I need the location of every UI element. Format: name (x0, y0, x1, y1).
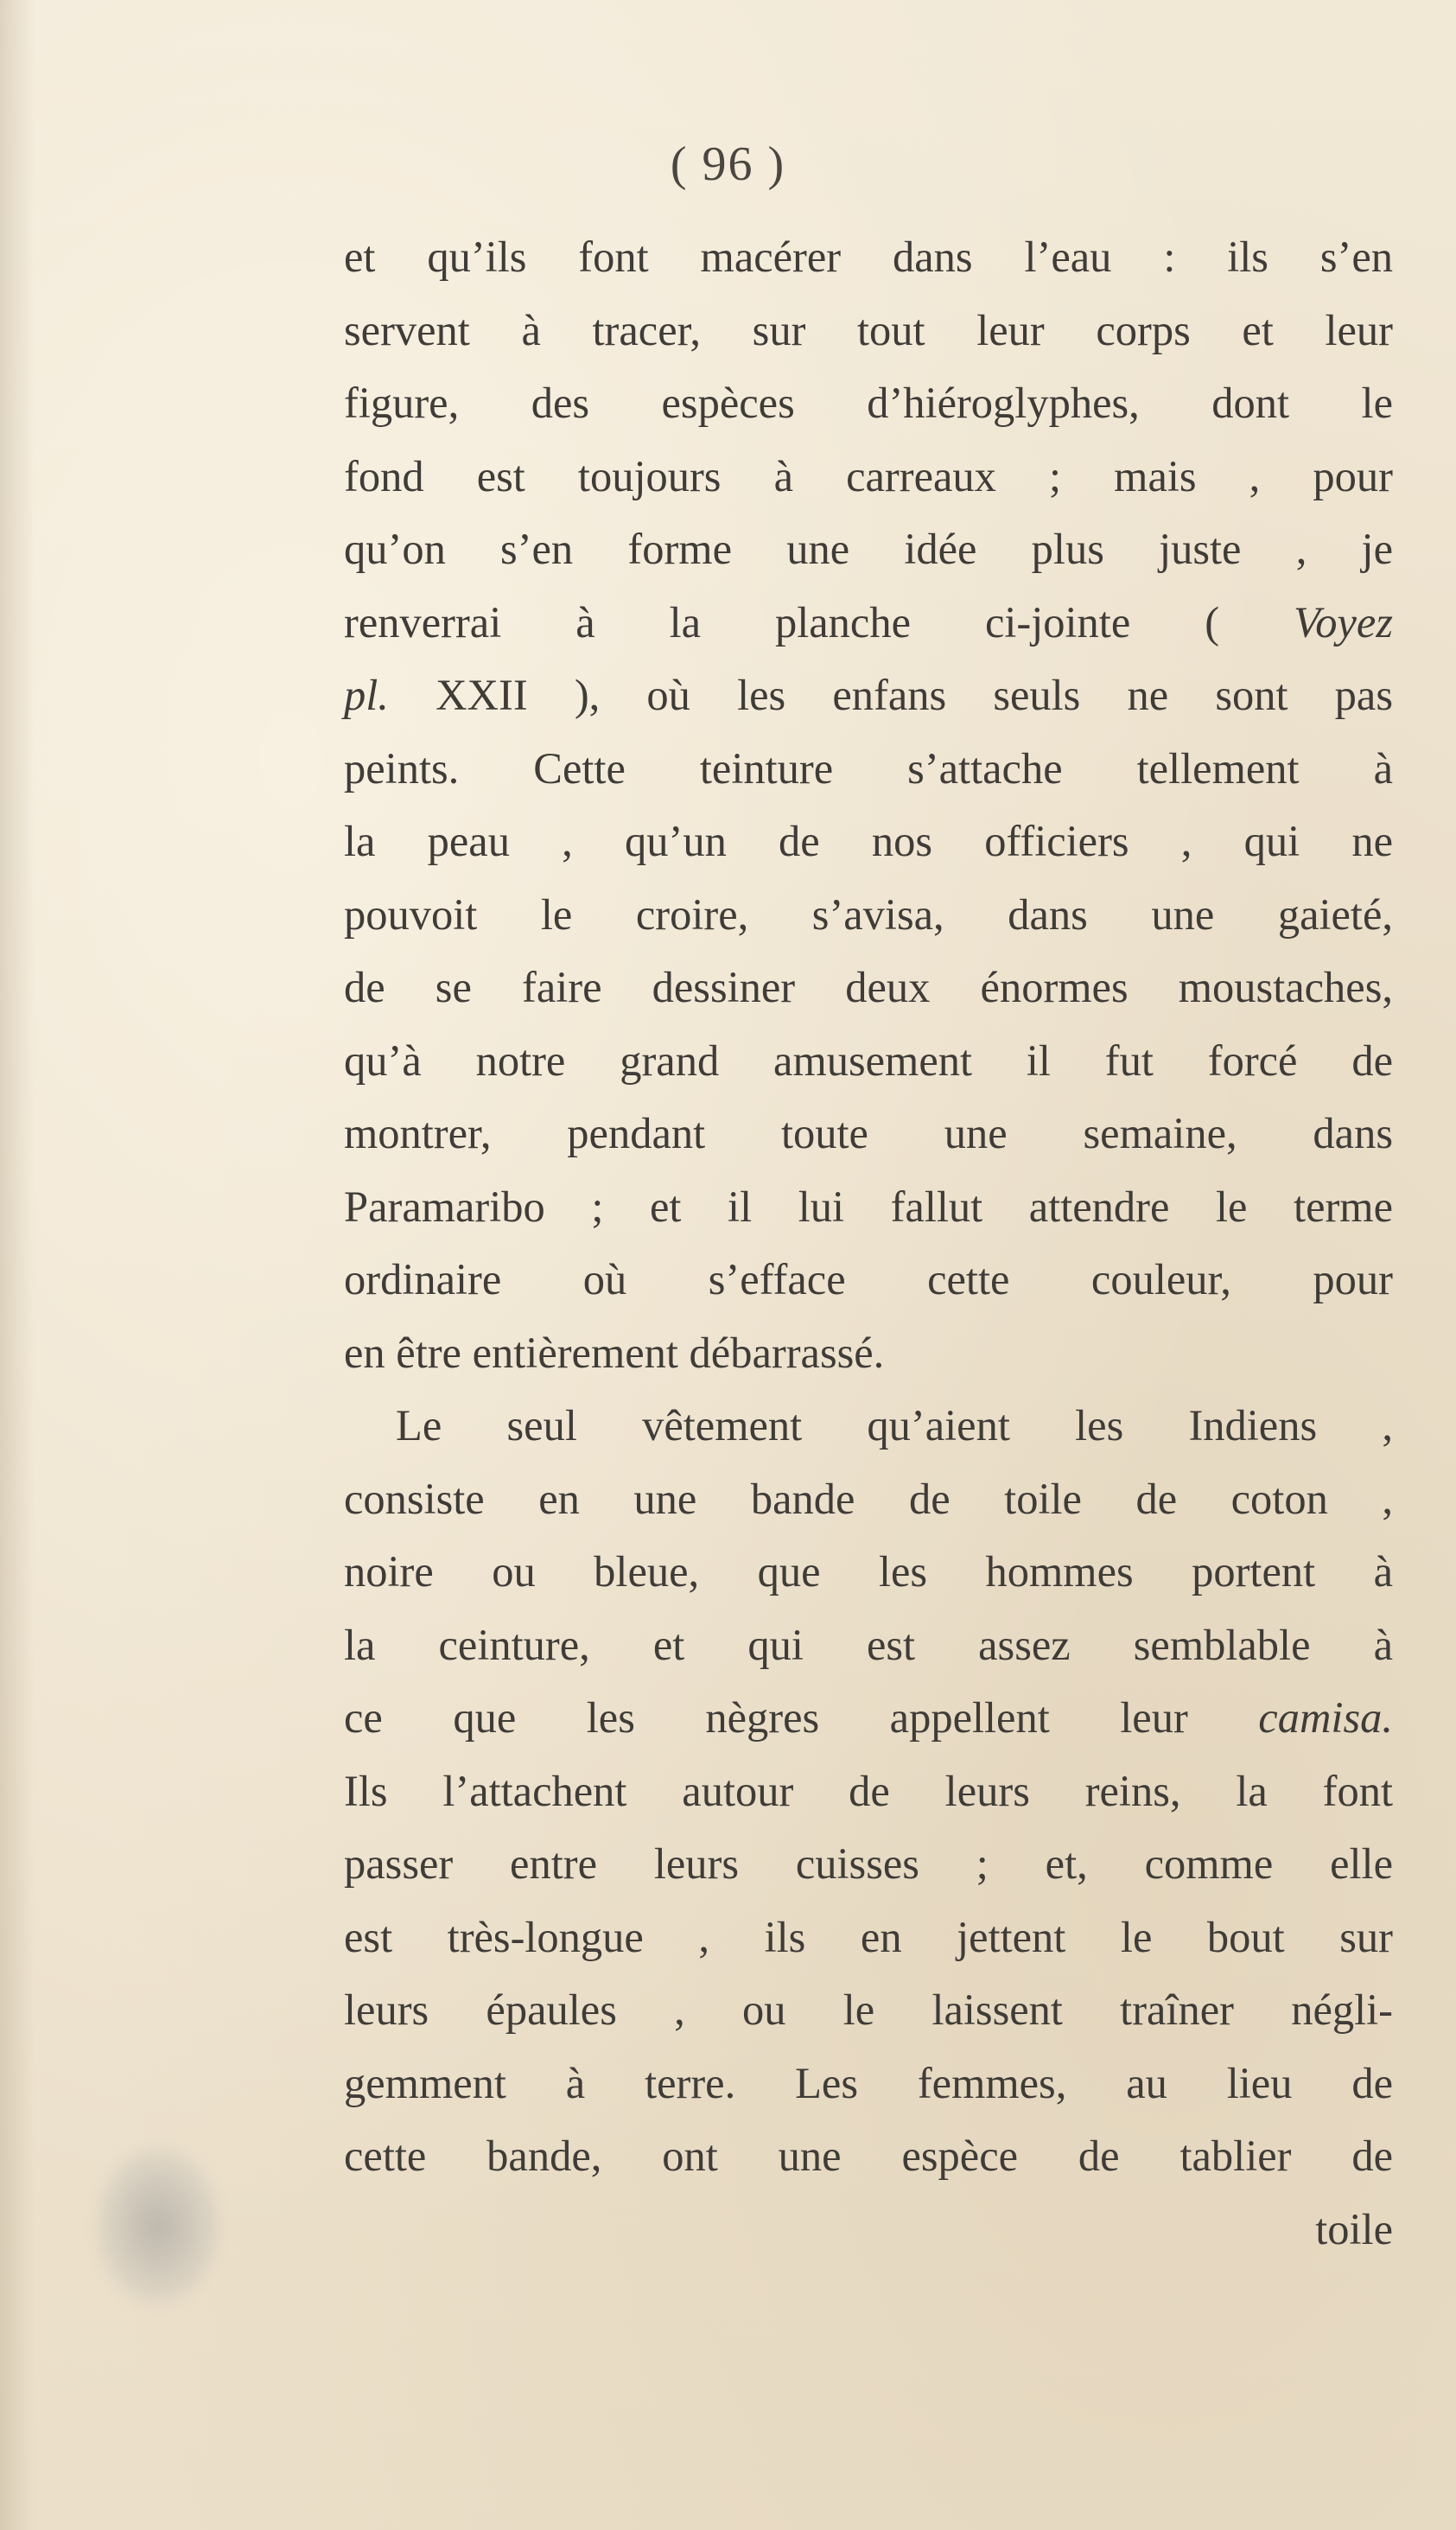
text-line (344, 659, 1393, 732)
text-line: ordinaire où s’efface cette couleur, pour (344, 1255, 1393, 1303)
text-line: servent à tracer, sur tout leur corps et leur (344, 305, 1393, 354)
italic-word: camisa. (1258, 1693, 1393, 1742)
text-line: et qu’ils font macérer dans l’eau : ils s’en (344, 233, 1393, 281)
text-line: figure, des espèces d’hiéroglyphes, dont le (344, 379, 1393, 427)
text-line: consiste en une bande de toile de coton , (344, 1474, 1393, 1523)
text-line: montrer, pendant toute une semaine, dans (344, 1109, 1393, 1157)
text-line: gemment à terre. Les femmes, au lieu de (344, 2058, 1393, 2107)
text-line: fond est toujours à carreaux ; mais , pour (344, 451, 1393, 500)
text-line: qu’on s’en forme une idée plus juste , je (344, 525, 1393, 573)
text-line: pouvoit le croire, s’avisa, dans une gaieté, (344, 889, 1393, 939)
text-line (344, 586, 1393, 660)
text-line: passer entre leurs cuisses ; et, comme elle (344, 1839, 1393, 1888)
text-line-part: renverrai à la planche ci-jointe ( (344, 597, 1294, 647)
text-line: Le seul vêtement qu’aient les Indiens , (396, 1401, 1393, 1450)
text-line: peints. Cette teinture s’attache tellement à (344, 743, 1393, 793)
text-line-part: ce que les nègres appellent leur (344, 1693, 1259, 1742)
paper-stain (93, 2144, 223, 2308)
text-line: noire ou bleue, que les hommes portent à (344, 1547, 1393, 1596)
text-line: leurs épaules , ou le laissent traîner négli- (344, 1985, 1393, 2034)
text-line: la peau , qu’un de nos officiers , qui ne (344, 817, 1393, 865)
text-line-part: XXII ), où les enfans seuls ne sont pas (388, 671, 1393, 719)
text-line: en être entièrement débarrassé. (344, 1328, 885, 1377)
text-line: Paramaribo ; et il lui fallut attendre le terme (344, 1182, 1393, 1231)
text-line: Ils l’attachent autour de leurs reins, la font (344, 1766, 1393, 1815)
text-line: de se faire dessiner deux énormes moustaches, (344, 963, 1393, 1011)
text-line: qu’à notre grand amusement il fut forcé de (344, 1036, 1393, 1085)
body-text (344, 220, 1393, 2266)
text-line: cette bande, ont une espèce de tablier de (344, 2132, 1393, 2180)
page-edge-shadow (0, 0, 35, 2530)
text-line: est très-longue , ils en jettent le bout sur (344, 1912, 1393, 1961)
text-line: la ceinture, et qui est assez semblable à (344, 1620, 1393, 1669)
catchword: toile (1315, 2204, 1393, 2253)
page-number: ( 96 ) (670, 137, 786, 191)
italic-reference: pl. (344, 671, 389, 719)
italic-reference: Voyez (1294, 597, 1393, 647)
text-line (344, 1681, 1393, 1755)
